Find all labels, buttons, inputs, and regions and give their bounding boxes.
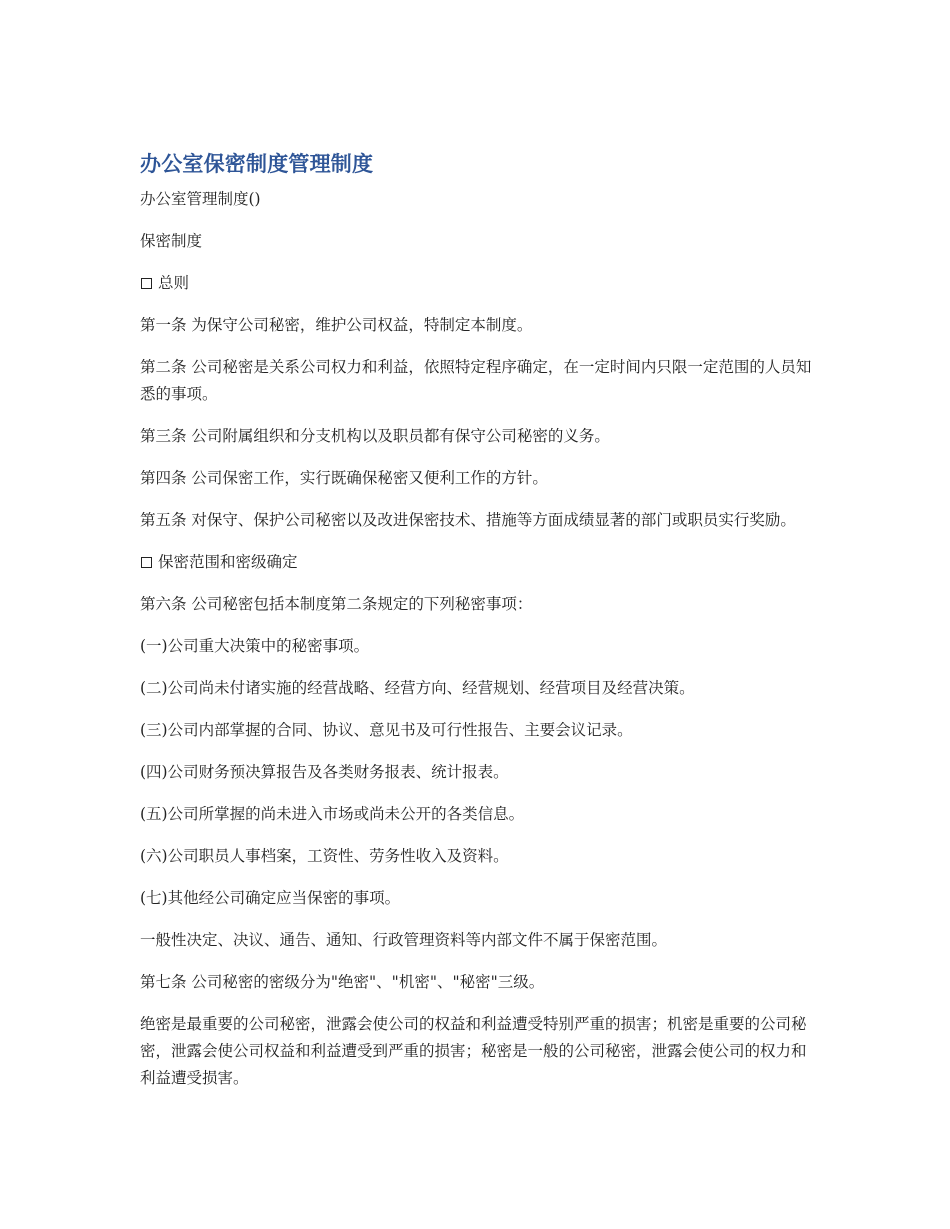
article-4: 第四条 公司保密工作，实行既确保秘密又便利工作的方针。 <box>140 469 548 487</box>
levels-explanation: 绝密是最重要的公司秘密，泄露会使公司的权益和利益遭受特别严重的损害；机密是重要的公司秘密，泄露会使公司权益和利益遭受到严重的损害；秘密是一般的公司秘密，泄露会使公司的权力和利益遭受损害。 <box>140 1015 807 1087</box>
exclusion-note: 一般性决定、决议、通告、通知、行政管理资料等内部文件不属于保密范围。 <box>140 931 668 949</box>
checkbox-square-icon <box>141 557 152 568</box>
list-item: (六)公司职员人事档案，工资性、劳务性收入及资料。 <box>140 847 509 865</box>
article-2: 第二条 公司秘密是关系公司权力和利益，依照特定程序确定，在一定时间内只限一定范围的人员知悉的事项。 <box>140 358 812 403</box>
section-heading-text: 总则 <box>158 274 190 292</box>
article-5: 第五条 对保守、保护公司秘密以及改进保密技术、措施等方面成绩显著的部门或职员实行奖励。 <box>140 511 796 529</box>
article-7: 第七条 公司秘密的密级分为"绝密"、"机密"、"秘密"三级。 <box>140 973 545 991</box>
document-page <box>140 148 812 1107</box>
section-heading-text: 保密范围和密级确定 <box>158 553 298 571</box>
checkbox-square-icon <box>141 278 152 289</box>
article-6: 第六条 公司秘密包括本制度第二条规定的下列秘密事项： <box>140 595 533 613</box>
article-1: 第一条 为保守公司秘密，维护公司权益，特制定本制度。 <box>140 316 533 334</box>
list-item: (二)公司尚未付诸实施的经营战略、经营方向、经营规划、经营项目及经营决策。 <box>140 679 695 697</box>
list-item: (七)其他经公司确定应当保密的事项。 <box>140 889 401 907</box>
list-item: (五)公司所掌握的尚未进入市场或尚未公开的各类信息。 <box>140 805 525 823</box>
section-label: 保密制度 <box>140 232 203 250</box>
list-item: (三)公司内部掌握的合同、协议、意见书及可行性报告、主要会议记录。 <box>140 721 633 739</box>
section-heading-general <box>140 270 812 297</box>
list-item: (四)公司财务预决算报告及各类财务报表、统计报表。 <box>140 763 509 781</box>
document-title: 办公室保密制度管理制度 <box>140 152 374 176</box>
list-item: (一)公司重大决策中的秘密事项。 <box>140 637 370 655</box>
section-heading-scope <box>140 549 812 576</box>
article-3: 第三条 公司附属组织和分支机构以及职员都有保守公司秘密的义务。 <box>140 427 610 445</box>
document-subtitle: 办公室管理制度() <box>140 190 261 208</box>
